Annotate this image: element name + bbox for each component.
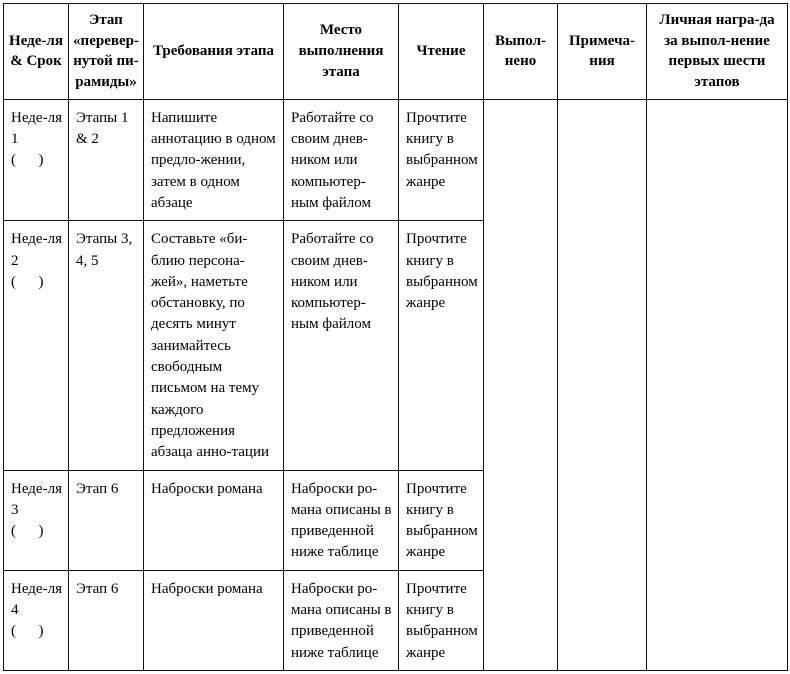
week-label: Неде-ля 1 bbox=[11, 109, 62, 148]
header-pyramid-stage: Этап «перевер-нутой пи-рамиды» bbox=[69, 4, 144, 100]
header-requirements: Требования этапа bbox=[144, 4, 284, 100]
cell-week bbox=[4, 99, 69, 220]
cell-requirements: Наброски романа bbox=[144, 470, 284, 570]
cell-place: Работайте со своим днев-ником или компьютер-ным файлом bbox=[284, 99, 399, 220]
cell-stage: Этапы 1 & 2 bbox=[69, 99, 144, 220]
header-week-term: Неде-ля & Срок bbox=[4, 4, 69, 100]
cell-place: Работайте со своим днев-ником или компьютер-ным файлом bbox=[284, 221, 399, 470]
deadline-blank: ( ) bbox=[11, 623, 44, 640]
cell-reading: Прочтите книгу в выбранном жанре bbox=[399, 99, 484, 220]
notes-cell bbox=[558, 99, 647, 670]
cell-requirements: Напишите аннотацию в одном предло-жении, затем в одном абзаце bbox=[144, 99, 284, 220]
cell-week bbox=[4, 470, 69, 570]
cell-reading: Прочтите книгу в выбранном жанре bbox=[399, 470, 484, 570]
cell-week bbox=[4, 570, 69, 670]
header-place: Место выполнения этапа bbox=[284, 4, 399, 100]
reward-cell bbox=[647, 99, 788, 670]
cell-requirements: Наброски романа bbox=[144, 570, 284, 670]
cell-reading: Прочтите книгу в выбранном жанре bbox=[399, 570, 484, 670]
cell-place: Наброски ро-мана описаны в приведенной ниже таблице bbox=[284, 470, 399, 570]
deadline-blank: ( ) bbox=[11, 152, 44, 169]
header-done: Выпол-нено bbox=[484, 4, 558, 100]
week-label: Неде-ля 3 bbox=[11, 480, 62, 518]
header-notes: Примеча-ния bbox=[558, 4, 647, 100]
cell-week bbox=[4, 221, 69, 470]
week-label: Неде-ля 2 bbox=[11, 231, 62, 269]
cell-stage: Этап 6 bbox=[69, 470, 144, 570]
header-reading: Чтение bbox=[399, 4, 484, 100]
cell-stage: Этапы 3, 4, 5 bbox=[69, 221, 144, 470]
week-label: Неде-ля 4 bbox=[11, 580, 62, 618]
cell-requirements: Составьте «би-блию персона-жей», наметьте обстановку, по десять минут занимайтесь свободным письмом на тему каждого предложения абзаца анно-тации bbox=[144, 221, 284, 470]
deadline-blank: ( ) bbox=[11, 523, 44, 540]
deadline-blank: ( ) bbox=[11, 273, 44, 290]
cell-reading: Прочтите книгу в выбранном жанре bbox=[399, 221, 484, 470]
table-row-week1 bbox=[4, 99, 788, 220]
done-cell bbox=[484, 99, 558, 670]
cell-place: Наброски ро-мана описаны в приведенной ниже таблице bbox=[284, 570, 399, 670]
writing-schedule-table bbox=[3, 3, 788, 671]
header-reward: Личная награ-да за выпол-нение первых шести этапов bbox=[647, 4, 788, 100]
cell-stage: Этап 6 bbox=[69, 570, 144, 670]
header-row bbox=[4, 4, 788, 100]
